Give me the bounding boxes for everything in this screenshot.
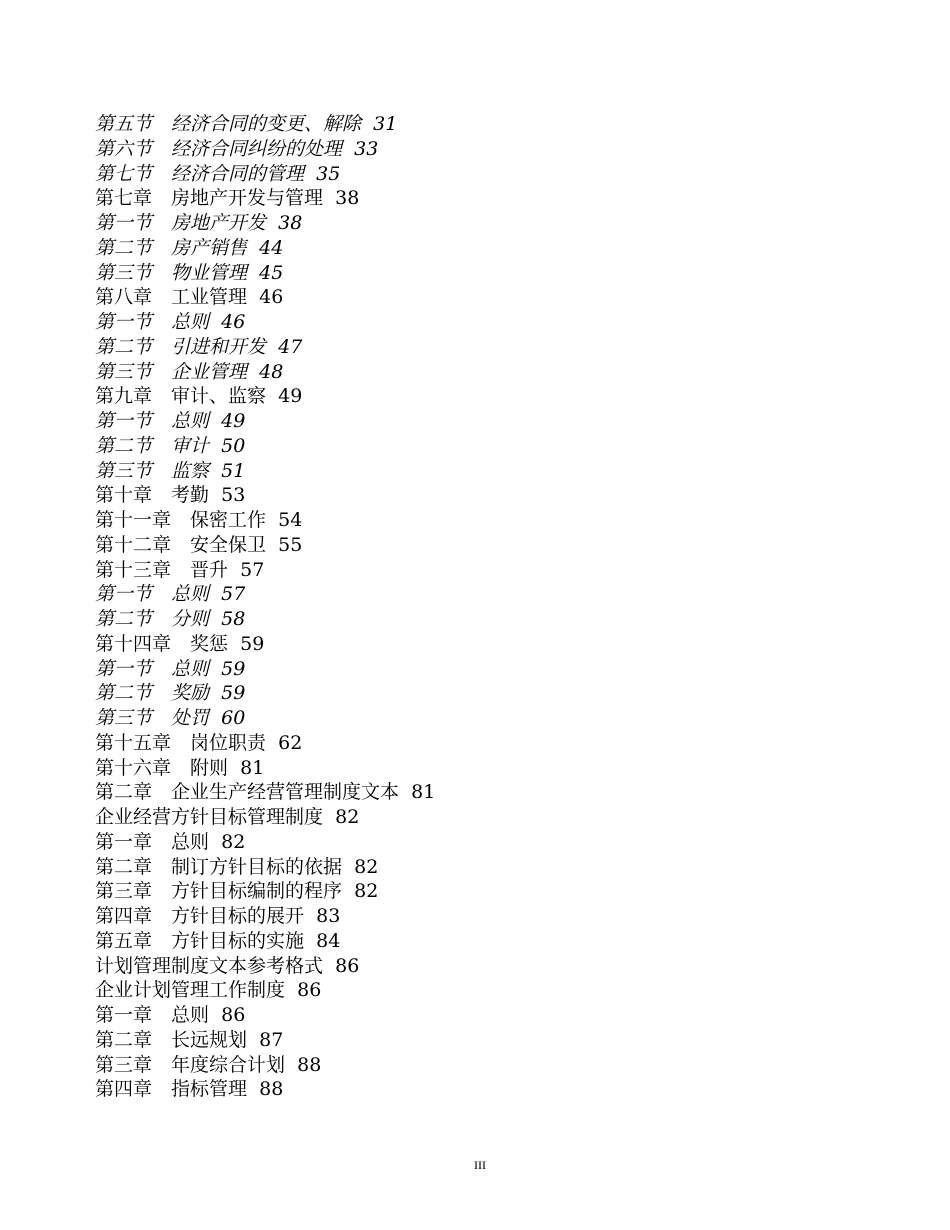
toc-entry-number: 第三章 — [95, 880, 153, 903]
toc-entry-page: 50 — [221, 434, 246, 457]
toc-entry — [95, 879, 435, 904]
toc-entry-number: 第一节 — [95, 583, 153, 606]
toc-entry — [95, 1053, 435, 1078]
toc-entry — [95, 830, 435, 855]
toc-entry-title: 总则 — [171, 657, 210, 680]
toc-entry-page: 47 — [278, 335, 303, 358]
toc-entry — [95, 805, 435, 830]
toc-entry-number: 第九章 — [95, 385, 153, 408]
toc-entry — [95, 211, 435, 236]
toc-entry-number: 第七节 — [95, 162, 153, 185]
toc-entry-page: 49 — [278, 385, 303, 408]
toc-entry — [95, 384, 435, 409]
toc-entry-title: 总则 — [171, 311, 210, 333]
toc-entry-page: 51 — [221, 459, 246, 482]
toc-entry-number: 第二节 — [95, 335, 153, 358]
toc-entry-page: 88 — [259, 1078, 284, 1101]
toc-entry-title: 附则 — [190, 756, 229, 779]
toc-entry-title: 分则 — [171, 608, 210, 630]
toc-entry — [95, 186, 435, 211]
toc-entry-page: 81 — [411, 781, 436, 804]
toc-entry-title: 经济合同的管理 — [171, 162, 305, 185]
toc-entry — [95, 558, 435, 583]
toc-entry — [95, 508, 435, 533]
toc-entry — [95, 904, 435, 929]
toc-entry-page: 59 — [221, 682, 246, 705]
toc-entry — [95, 236, 435, 261]
toc-entry-number: 第五章 — [95, 929, 153, 952]
toc-entry-number: 第八章 — [95, 286, 153, 309]
toc-entry-title: 总则 — [171, 583, 210, 606]
toc-entry-page: 82 — [354, 855, 379, 878]
toc-entry-title: 企业管理 — [171, 360, 248, 383]
toc-entry — [95, 978, 435, 1003]
toc-entry-title: 方针目标的实施 — [171, 929, 305, 952]
toc-entry — [95, 1028, 435, 1053]
toc-entry — [95, 855, 435, 880]
toc-entry — [95, 582, 435, 607]
toc-entry-title: 奖惩 — [190, 632, 229, 655]
toc-entry — [95, 112, 435, 137]
toc-entry-title: 总则 — [171, 1004, 210, 1026]
toc-entry — [95, 459, 435, 484]
toc-entry — [95, 409, 435, 434]
toc-entry-page: 86 — [221, 1004, 246, 1026]
toc-entry-title: 处罚 — [171, 707, 210, 729]
toc-entry-page: 60 — [221, 707, 246, 729]
toc-entry-page: 84 — [316, 929, 341, 952]
toc-entry — [95, 657, 435, 682]
toc-entry-number: 第二节 — [95, 236, 153, 259]
toc-entry-title: 考勤 — [171, 484, 210, 507]
toc-entry-page: 49 — [221, 410, 246, 432]
toc-entry-title: 引进和开发 — [171, 335, 267, 358]
toc-entry — [95, 310, 435, 335]
toc-entry-number: 第二章 — [95, 781, 153, 804]
toc-entry-title: 安全保卫 — [190, 533, 267, 556]
toc-entry-page: 54 — [278, 509, 303, 531]
toc-entry-page: 86 — [335, 954, 360, 977]
toc-entry-number: 第十二章 — [95, 533, 172, 556]
toc-entry-title: 企业生产经营管理制度文本 — [171, 781, 400, 804]
toc-entry-page: 35 — [316, 162, 341, 185]
toc-entry-title: 房地产开发与管理 — [171, 187, 324, 210]
toc-entry-number: 第三节 — [95, 360, 153, 383]
toc-entry-title: 企业计划管理工作制度 — [95, 979, 286, 1002]
toc-entry-number: 第二节 — [95, 434, 153, 457]
toc-entry-title: 奖励 — [171, 682, 210, 705]
toc-entry-title: 指标管理 — [171, 1078, 248, 1101]
toc-entry-page: 38 — [335, 187, 360, 210]
toc-entry-title: 长远规划 — [171, 1028, 248, 1051]
toc-entry-number: 第十六章 — [95, 756, 172, 779]
toc-entry-page: 48 — [259, 360, 284, 383]
toc-entry-number: 第三节 — [95, 261, 153, 284]
toc-entry-number: 第一节 — [95, 410, 153, 432]
toc-entry-number: 第一章 — [95, 1004, 153, 1026]
toc-entry-title: 方针目标编制的程序 — [171, 880, 343, 903]
toc-entry-page: 59 — [240, 632, 265, 655]
toc-entry-page: 46 — [221, 311, 246, 333]
toc-entry — [95, 929, 435, 954]
toc-entry-page: 88 — [297, 1053, 322, 1076]
toc-entry-title: 监察 — [171, 459, 210, 482]
toc-entry-number: 第一节 — [95, 311, 153, 333]
toc-entry-number: 第十三章 — [95, 558, 172, 581]
toc-entry-page: 55 — [278, 533, 303, 556]
page-number: III — [474, 1158, 486, 1172]
toc-entry-title: 制订方针目标的依据 — [171, 855, 343, 878]
toc-entry — [95, 731, 435, 756]
toc-entry-page: 58 — [221, 608, 246, 630]
toc-entry — [95, 285, 435, 310]
toc-entry-number: 第四章 — [95, 905, 153, 927]
toc-entry-title: 保密工作 — [190, 509, 267, 531]
toc-entry — [95, 261, 435, 286]
toc-entry-page: 82 — [354, 880, 379, 903]
toc-entry-page: 33 — [354, 137, 379, 160]
toc-entry-number: 第三节 — [95, 459, 153, 482]
toc-entry-title: 方针目标的展开 — [171, 905, 305, 927]
toc-entry — [95, 434, 435, 459]
toc-entry-page: 31 — [373, 113, 398, 135]
toc-entry-page: 53 — [221, 484, 246, 507]
toc-entry-title: 经济合同纠纷的处理 — [171, 137, 343, 160]
toc-entry — [95, 162, 435, 187]
toc-entry-page: 59 — [221, 657, 246, 680]
toc-entry-page: 82 — [335, 806, 360, 828]
toc-entry-page: 57 — [221, 583, 246, 606]
table-of-contents — [95, 112, 435, 1102]
toc-entry-page: 44 — [259, 236, 284, 259]
toc-entry-number: 第十四章 — [95, 632, 172, 655]
toc-entry-title: 房地产开发 — [171, 212, 267, 234]
toc-entry-number: 第十一章 — [95, 509, 172, 531]
toc-entry-number: 第三节 — [95, 707, 153, 729]
toc-entry-page: 87 — [259, 1028, 284, 1051]
toc-entry — [95, 756, 435, 781]
toc-entry-number: 第二节 — [95, 608, 153, 630]
toc-entry-number: 第一章 — [95, 830, 153, 853]
toc-entry — [95, 954, 435, 979]
toc-entry — [95, 1077, 435, 1102]
toc-entry-title: 工业管理 — [171, 286, 248, 309]
toc-entry-number: 第二章 — [95, 1028, 153, 1051]
toc-entry-page: 62 — [278, 731, 303, 754]
toc-entry-title: 总则 — [171, 410, 210, 432]
toc-entry — [95, 607, 435, 632]
toc-entry-title: 计划管理制度文本参考格式 — [95, 954, 324, 977]
toc-entry — [95, 632, 435, 657]
toc-entry — [95, 706, 435, 731]
toc-entry-title: 晋升 — [190, 558, 229, 581]
toc-entry-number: 第一节 — [95, 657, 153, 680]
toc-entry — [95, 780, 435, 805]
toc-entry-page: 82 — [221, 830, 246, 853]
toc-entry-page: 46 — [259, 286, 284, 309]
toc-entry-number: 第三章 — [95, 1053, 153, 1076]
toc-entry-title: 经济合同的变更、解除 — [171, 113, 362, 135]
toc-entry-page: 38 — [278, 212, 303, 234]
toc-entry-page: 57 — [240, 558, 265, 581]
toc-entry-title: 审计 — [171, 434, 210, 457]
toc-entry-page: 81 — [240, 756, 265, 779]
toc-entry-title: 房产销售 — [171, 236, 248, 259]
toc-entry-number: 第十五章 — [95, 731, 172, 754]
toc-entry-number: 第十章 — [95, 484, 153, 507]
toc-entry — [95, 360, 435, 385]
toc-entry-title: 企业经营方针目标管理制度 — [95, 806, 324, 828]
toc-entry-page: 86 — [297, 979, 322, 1002]
toc-entry-number: 第二章 — [95, 855, 153, 878]
toc-entry-title: 岗位职责 — [190, 731, 267, 754]
toc-entry — [95, 681, 435, 706]
toc-entry-number: 第一节 — [95, 212, 153, 234]
toc-entry — [95, 533, 435, 558]
toc-entry-number: 第六节 — [95, 137, 153, 160]
toc-entry — [95, 335, 435, 360]
toc-entry-title: 审计、监察 — [171, 385, 267, 408]
toc-entry — [95, 483, 435, 508]
toc-entry-title: 物业管理 — [171, 261, 248, 284]
toc-entry-title: 总则 — [171, 830, 210, 853]
toc-entry-page: 83 — [316, 905, 341, 927]
toc-entry-page: 45 — [259, 261, 284, 284]
toc-entry-number: 第四章 — [95, 1078, 153, 1101]
toc-entry-title: 年度综合计划 — [171, 1053, 286, 1076]
toc-entry — [95, 137, 435, 162]
toc-entry-number: 第二节 — [95, 682, 153, 705]
toc-entry-number: 第五节 — [95, 113, 153, 135]
toc-entry — [95, 1003, 435, 1028]
toc-entry-number: 第七章 — [95, 187, 153, 210]
